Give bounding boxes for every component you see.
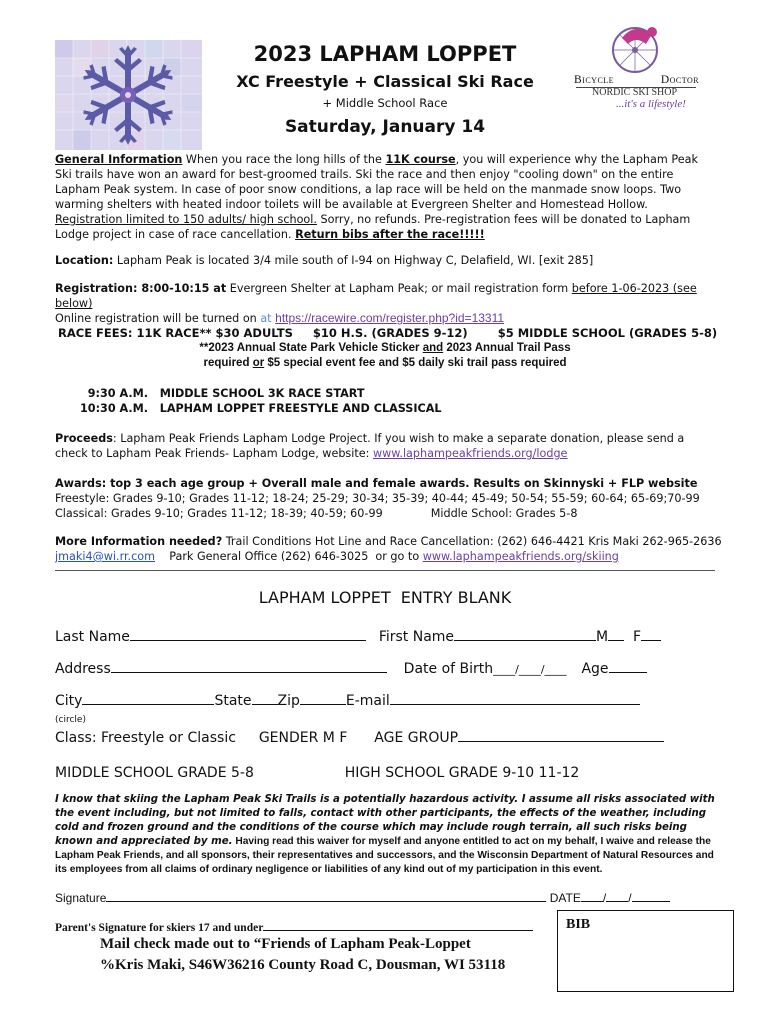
signature-row: Signature DATE / / bbox=[55, 889, 670, 905]
parent-signature-field[interactable] bbox=[263, 918, 533, 931]
male-field[interactable] bbox=[608, 628, 624, 641]
mail-line-2: %Kris Maki, S46W36216 County Road C, Dousman, WI 53118 bbox=[100, 957, 506, 973]
freestyle-groups: Freestyle: Grades 9-10; Grades 11-12; 18-24; 25-29; 30-34; 35-39; 40-44; 45-49; 50-54; 55-59; 60-64; 65-69;70-99 bbox=[55, 492, 700, 505]
bicycle-doctor-logo bbox=[570, 24, 700, 112]
email-field[interactable] bbox=[390, 692, 640, 705]
proceeds-label: Proceeds bbox=[55, 432, 113, 445]
address-row: Address Date of Birth____/____/____ Age bbox=[55, 660, 647, 677]
dob-field[interactable]: ____/____/____ bbox=[493, 663, 567, 676]
entry-title: LAPHAM LOPPET ENTRY BLANK bbox=[258, 588, 512, 607]
location-line: Location: Lapham Peak is located 3/4 mile south of I-94 on Highway C, Delafield, WI. [exit 285] bbox=[55, 254, 594, 267]
first-name-field[interactable] bbox=[454, 628, 596, 641]
circle-note: (circle) bbox=[55, 715, 86, 725]
age-field[interactable] bbox=[609, 660, 647, 673]
name-row: Last Name First Name M F bbox=[55, 628, 661, 645]
zip-field[interactable] bbox=[300, 692, 346, 705]
date-year-field[interactable] bbox=[632, 889, 670, 902]
grade-row bbox=[55, 765, 579, 781]
event-subsubtitle: + Middle School Race bbox=[322, 96, 448, 110]
page-title: 2023 LAPHAM LOPPET bbox=[253, 42, 517, 66]
event-fee-line: required or $5 special event fee and $5 daily ski trail pass required bbox=[203, 357, 567, 369]
classical-groups: Classical: Grades 9-10; Grades 11-12; 18-39; 40-59; 60-99 Middle School: Grades 5-8 bbox=[55, 507, 578, 520]
bicycle-icon bbox=[600, 24, 670, 76]
schedule-row: 9:30 A.M. MIDDLE SCHOOL 3K RACE START bbox=[87, 387, 365, 400]
bib-box bbox=[557, 910, 734, 992]
email-link[interactable]: jmaki4@wi.rr.com bbox=[55, 550, 155, 563]
class-row: Class: Freestyle or Classic GENDER M F AGE GROUP bbox=[55, 729, 664, 746]
signature-field[interactable] bbox=[106, 889, 546, 902]
city-field[interactable] bbox=[82, 692, 214, 705]
mail-instructions bbox=[100, 934, 505, 976]
date-month-field[interactable] bbox=[581, 889, 603, 902]
awards-heading: Awards: top 3 each age group + Overall male and female awards. Results on Skinnyski + FLP website bbox=[55, 477, 698, 490]
registration-label: Registration: 8:00-10:15 at bbox=[55, 282, 227, 295]
course-length: 11K course bbox=[385, 153, 456, 166]
state-field[interactable] bbox=[252, 692, 278, 705]
logo-tagline: ...it's a lifestyle! bbox=[616, 98, 686, 110]
female-field[interactable] bbox=[641, 628, 661, 641]
parent-signature-row: Parent's Signature for skiers 17 and under bbox=[55, 918, 533, 934]
class-choice[interactable]: Class: Freestyle or Classic bbox=[55, 730, 236, 746]
return-bibs: Return bibs after the race!!!!! bbox=[295, 228, 485, 241]
address-field[interactable] bbox=[111, 660, 387, 673]
registration-limit: Registration limited to 150 adults/ high school. bbox=[55, 213, 317, 226]
racewire-link[interactable]: https://racewire.com/register.php?id=13311 bbox=[275, 311, 505, 325]
lodge-link[interactable]: www.laphampeakfriends.org/lodge bbox=[372, 447, 568, 460]
logo-nordic: NORDIC SKI SHOP bbox=[592, 87, 678, 98]
park-sticker-line: **2023 Annual State Park Vehicle Sticker and 2023 Annual Trail Pass bbox=[199, 342, 571, 354]
general-info-label: General Information bbox=[55, 153, 183, 166]
more-info-label: More Information needed? bbox=[55, 535, 223, 548]
event-date: Saturday, January 14 bbox=[284, 117, 486, 137]
logo-doctor: Doctor bbox=[660, 74, 700, 86]
skiing-link[interactable]: www.laphampeakfriends.org/skiing bbox=[422, 550, 619, 563]
mail-line-1: Mail check made out to “Friends of Lapham Peak-Loppet bbox=[100, 936, 471, 952]
date-day-field[interactable] bbox=[606, 889, 628, 902]
last-name-field[interactable] bbox=[130, 628, 366, 641]
waiver-text: I know that skiing the Lapham Peak Ski Trails is a potentially hazardous activity. I assume all risks associated with the event including, but not limited to falls, contact with other participants, the effects of the weather, including cold and frozen ground and the conditions of the course which may include rough terrain, all such risks being known and appreciated by me. Having read this waiver for myself and anyone entitled to act on my behalf, I waive and release the Lapham Peak Friends, and all sponsors, their representatives and successors, and the Wisconsin Department of Natural Resources and its employees from all claims of ordinary negligence or liabilities of any kind out of my participation in this event. bbox=[55, 794, 715, 875]
city-row: City State Zip E-mail bbox=[55, 692, 640, 709]
race-fees-line: RACE FEES: 11K RACE** $30 ADULTS $10 H.S. (GRADES 9-12) $5 MIDDLE SCHOOL (GRADES 5-8) bbox=[58, 326, 718, 340]
separator-line bbox=[55, 570, 715, 571]
proceeds-paragraph: Proceeds: Lapham Peak Friends Lapham Lodge Project. If you wish to make a separate donation, please send a check to Lapham Peak Friends- Lapham Lodge, website: www.laphampeakfriends.org/lodge bbox=[55, 432, 685, 460]
bib-label: BIB bbox=[566, 917, 591, 932]
registration-line: Registration: 8:00-10:15 at Evergreen Shelter at Lapham Peak; or mail registration form before 1-06-2023 (see below) Online registration will be turned on at https://racewire.com/register.php?id=13311 bbox=[55, 282, 697, 325]
event-subtitle: XC Freestyle + Classical Ski Race bbox=[236, 72, 534, 91]
high-school-grade[interactable]: HIGH SCHOOL GRADE 9-10 11-12 bbox=[344, 765, 580, 781]
general-info-paragraph: General Information When you race the long hills of the 11K course, you will experience why the Lapham Peak Ski trails have won an award for best-groomed trails. Ski the race and then enjoy "cooling down" on the entire Lapham Peak system. In case of poor snow conditions, a lap race will be held on the manmade snow loops. Two warming shelters with heated indoor toilets will be available at Evergreen Shelter and Homestead Hollow. Registration limited to 150 adults/ high school. Sorry, no refunds. Pre-registration fees will be donated to Lapham Lodge project in case of race cancellation. Return bibs after the race!!!!! bbox=[55, 153, 698, 241]
middle-school-grade[interactable]: MIDDLE SCHOOL GRADE 5-8 bbox=[55, 765, 254, 781]
gender-choice[interactable]: GENDER M F bbox=[258, 730, 348, 746]
more-info: More Information needed? Trail Conditions Hot Line and Race Cancellation: (262) 646-4421 Kris Maki 262-965-2636 jmaki4@wi.rr.com Park General Office (262) 646-3025 or go to www.laphampeakfriends.org/skiing bbox=[55, 535, 722, 563]
age-group-field[interactable] bbox=[458, 729, 664, 742]
mail-deadline: before 1-06-2023 (see below) bbox=[55, 282, 697, 310]
logo-bicycle: Bicycle bbox=[574, 74, 615, 86]
location-label: Location: bbox=[55, 254, 114, 267]
schedule bbox=[80, 386, 442, 416]
awards-section bbox=[55, 476, 735, 521]
schedule-row: 10:30 A.M. LAPHAM LOPPET FREESTYLE AND CLASSICAL bbox=[80, 402, 442, 415]
